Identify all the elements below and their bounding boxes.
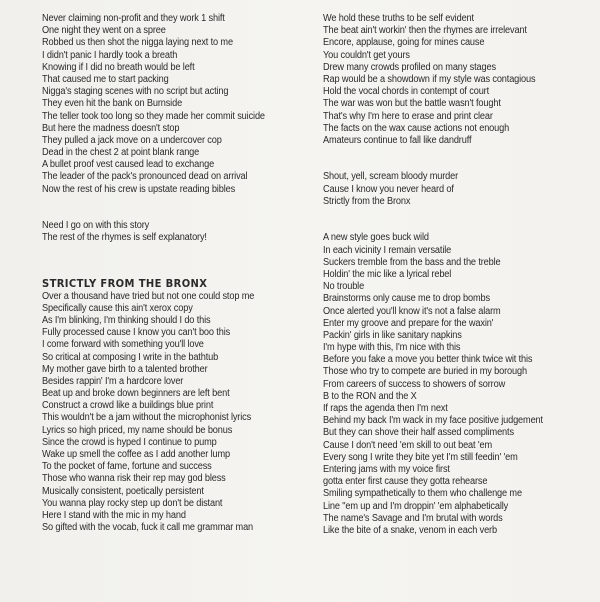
lyric-line: I come forward with something you'll love bbox=[42, 339, 204, 351]
lyric-line: But here the madness doesn't stop bbox=[42, 122, 180, 134]
lyric-line: Since the crowd is hyped I continue to pump bbox=[42, 436, 217, 448]
lyric-line: Like the bite of a snake, venom in each verb bbox=[323, 524, 497, 536]
verse-block bbox=[323, 13, 585, 147]
lyric-line: Strictly from the Bronx bbox=[323, 195, 411, 207]
lyric-line: Drew many crowds profiled on many stages bbox=[323, 61, 496, 73]
lyric-line: Nigga's staging scenes with no script but acting bbox=[42, 86, 229, 98]
lyric-line: Musically consistent, poetically persistent bbox=[42, 485, 204, 497]
lyric-line: Over a thousand have tried but not one could stop me bbox=[42, 290, 255, 302]
lyric-line: This wouldn't be a jam without the microphonist lyrics bbox=[42, 412, 252, 424]
lyric-line: As I'm blinking, I'm thinking should I do this bbox=[42, 314, 211, 326]
lyric-line: Entering jams with my voice first bbox=[323, 463, 450, 475]
lyric-line: Wake up smell the coffee as I add another lump bbox=[42, 449, 230, 461]
stanza-gap bbox=[323, 208, 585, 232]
stanza-gap bbox=[42, 196, 304, 220]
lyric-line: You couldn't get yours bbox=[323, 49, 410, 61]
lyric-line: Encore, applause, going for mines cause bbox=[323, 37, 485, 49]
lyric-line: Before you fake a move you better think twice wit this bbox=[323, 354, 533, 366]
lyric-line: Smiling sympathetically to them who challenge me bbox=[323, 488, 522, 500]
lyric-line: Lyrics so high priced, my name should be bonus bbox=[42, 424, 233, 436]
lyric-line: Once alerted you'll know it's not a false alarm bbox=[323, 305, 501, 317]
song-title: STRICTLY FROM THE BRONX bbox=[42, 277, 208, 290]
lyric-line: Knowing if I did no breath would be left bbox=[42, 61, 195, 73]
lyric-line: The teller took too long so they made her commit suicide bbox=[42, 110, 265, 122]
lyric-line: The name's Savage and I'm brutal with words bbox=[323, 512, 503, 524]
lyric-line: I'm hype with this, I'm nice with this bbox=[323, 342, 461, 354]
lyric-line: B to the RON and the X bbox=[323, 390, 417, 402]
verse-block bbox=[42, 220, 304, 244]
lyric-line: They pulled a jack move on a undercover cop bbox=[42, 134, 222, 146]
lyric-line: You wanna play rocky step up don't be distant bbox=[42, 497, 223, 509]
lyric-line: Never claiming non-profit and they work 1 shift bbox=[42, 13, 225, 24]
lyric-line: In each vicinity I remain versatile bbox=[323, 244, 452, 256]
lyric-line: Dead in the chest 2 at point blank range bbox=[42, 147, 200, 159]
lyric-line: Here I stand with the mic in my hand bbox=[42, 509, 186, 521]
verse-block bbox=[323, 232, 585, 537]
verse-block bbox=[323, 171, 585, 208]
lyric-line: My mother gave birth to a talented brother bbox=[42, 363, 208, 375]
lyric-line: Specifically cause this ain't xerox copy bbox=[42, 302, 193, 314]
lyric-line: So critical at composing I write in the bathtub bbox=[42, 351, 219, 363]
lyric-line: Packin' girls in like sanitary napkins bbox=[323, 329, 462, 341]
lyric-line: A bullet proof vest caused lead to exchange bbox=[42, 159, 215, 171]
lyric-line: They even hit the bank on Burnside bbox=[42, 98, 183, 110]
lyric-line: The beat ain't workin' then the rhymes are irrelevant bbox=[323, 25, 527, 37]
lyric-line: Enter my groove and prepare for the waxin' bbox=[323, 317, 494, 329]
lyric-line: I didn't panic I hardly took a breath bbox=[42, 49, 178, 61]
lyric-line: Cause I know you never heard of bbox=[323, 183, 454, 195]
lyric-line: But they can shove their half assed compliments bbox=[323, 427, 514, 439]
lyric-line: To the pocket of fame, fortune and success bbox=[42, 461, 212, 473]
left-column bbox=[42, 13, 304, 534]
verse-block bbox=[42, 13, 304, 196]
lyric-line: Construct a crowd like a buildings blue print bbox=[42, 400, 214, 412]
lyric-line: Those who try to compete are buried in my borough bbox=[323, 366, 527, 378]
lyric-line: Now the rest of his crew is upstate reading bibles bbox=[42, 183, 236, 195]
lyric-line: Line "em up and I'm droppin' 'em alphabetically bbox=[323, 500, 509, 512]
lyric-line: Those who wanna risk their rep may god bless bbox=[42, 473, 226, 485]
lyric-line: Cause I don't need 'em skill to out beat 'em bbox=[323, 439, 492, 451]
lyric-line: Hold the vocal chords in contempt of court bbox=[323, 86, 490, 98]
lyric-line: A new style goes buck wild bbox=[323, 232, 429, 244]
lyric-line: That's why I'm here to erase and print clear bbox=[323, 110, 493, 122]
lyric-line: Suckers tremble from the bass and the treble bbox=[323, 256, 501, 268]
lyric-line: Need I go on with this story bbox=[42, 220, 150, 232]
lyric-line: Fully processed cause I know you can't boo this bbox=[42, 327, 231, 339]
lyric-line: From careers of success to showers of sorrow bbox=[323, 378, 506, 390]
lyric-line: The rest of the rhymes is self explanatory! bbox=[42, 232, 207, 244]
section-gap bbox=[42, 245, 304, 275]
lyric-line: Beat up and broke down beginners are left bent bbox=[42, 388, 230, 400]
lyric-line: Shout, yell, scream bloody murder bbox=[323, 171, 459, 183]
lyric-line: If raps the agenda then I'm next bbox=[323, 403, 448, 415]
lyric-line: Holdin' the mic like a lyrical rebel bbox=[323, 268, 452, 280]
lyric-line: The leader of the pack's pronounced dead on arrival bbox=[42, 171, 248, 183]
verse-block bbox=[42, 291, 304, 535]
lyric-line: Amateurs continue to fall like dandruff bbox=[323, 134, 472, 146]
lyric-line: Rap would be a showdown if my style was contagious bbox=[323, 73, 536, 85]
lyric-line: Robbed us then shot the nigga laying next to me bbox=[42, 37, 233, 49]
lyric-line: One night they went on a spree bbox=[42, 25, 166, 37]
lyric-line: That caused me to start packing bbox=[42, 73, 169, 85]
lyric-line: The war was won but the battle wasn't fought bbox=[323, 98, 501, 110]
lyric-line: Brainstorms only cause me to drop bombs bbox=[323, 293, 490, 305]
lyric-line: We hold these truths to be self evident bbox=[323, 13, 474, 24]
lyric-line: No trouble bbox=[323, 281, 365, 293]
lyric-line: gotta enter first cause they gotta rehearse bbox=[323, 476, 488, 488]
lyric-line: Every song I write they bite yet I'm still feedin' 'em bbox=[323, 451, 518, 463]
lyric-line: Besides rappin' I'm a hardcore lover bbox=[42, 375, 184, 387]
lyric-line: So gifted with the vocab, fuck it call me grammar man bbox=[42, 522, 254, 534]
right-column bbox=[323, 13, 585, 537]
stanza-gap bbox=[323, 147, 585, 171]
lyric-line: The facts on the wax cause actions not enough bbox=[323, 122, 510, 134]
lyric-line: Behind my back I'm wack in my face positive judgement bbox=[323, 415, 543, 427]
